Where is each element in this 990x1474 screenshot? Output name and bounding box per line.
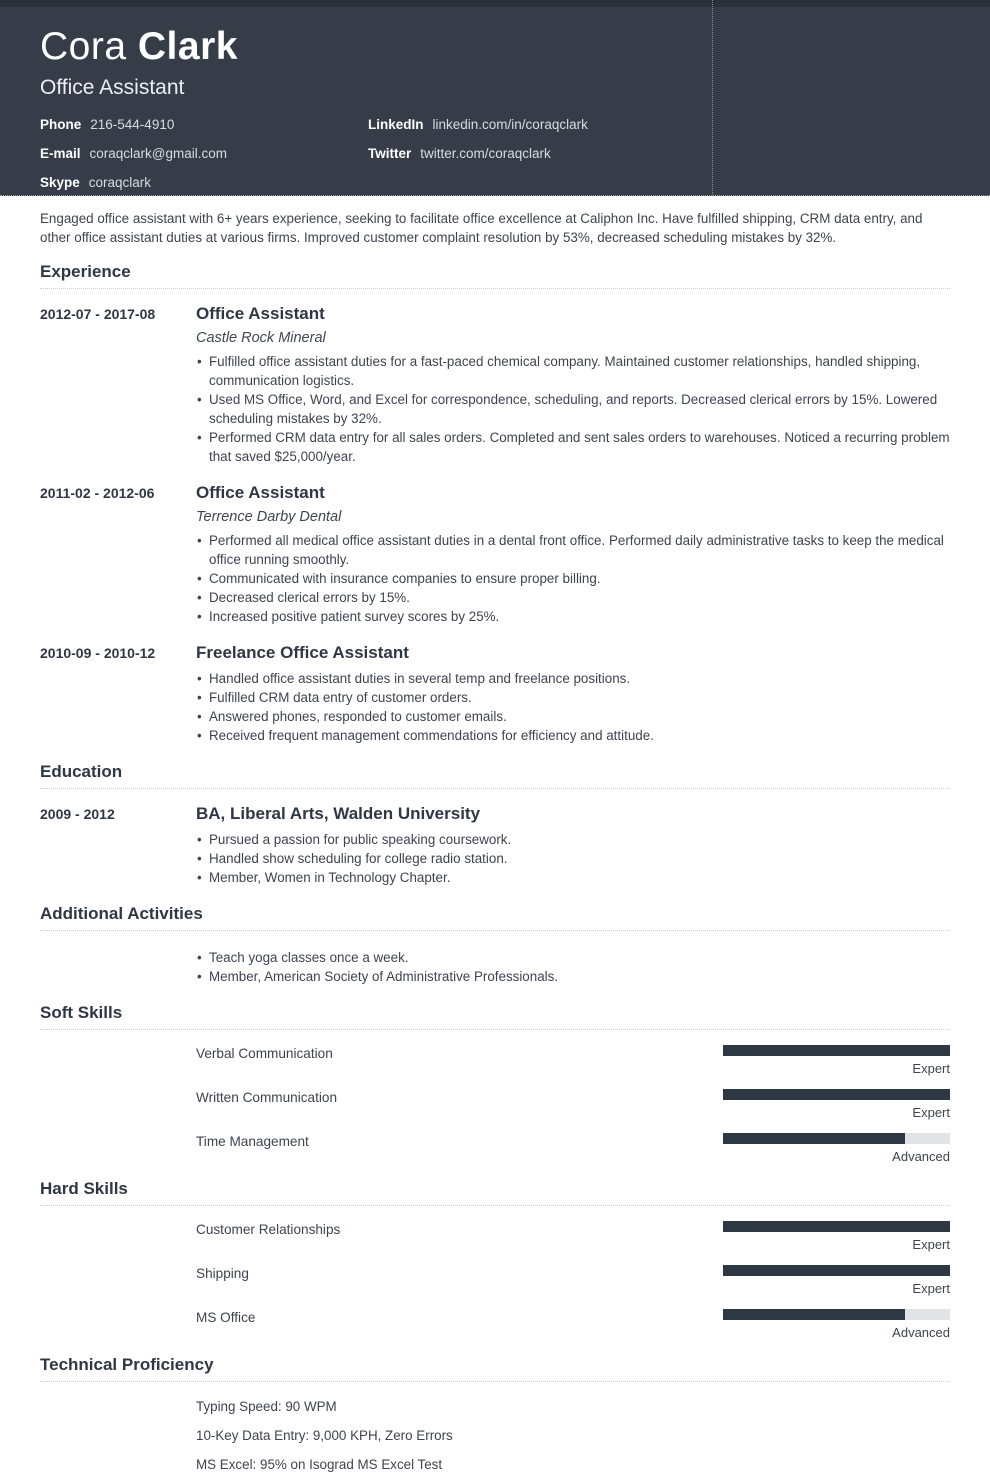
skype-label: Skype — [40, 175, 80, 190]
skill-bar-fill — [723, 1045, 950, 1056]
additional-activities-section-heading: Additional Activities — [40, 904, 950, 931]
email-label: E-mail — [40, 146, 81, 161]
contact-email — [40, 146, 368, 162]
job-bullet: • Communicated with insurance companies to ensure proper billing. — [196, 569, 950, 588]
job-bullet: • Increased positive patient survey scores by 25%. — [196, 607, 950, 626]
email-value[interactable]: coraqclark@gmail.com — [89, 146, 228, 161]
skill-level-label: Expert — [912, 1105, 950, 1120]
candidate-first-name: Cora — [40, 25, 127, 68]
contact-linkedin — [368, 117, 950, 133]
job-bullet: • Decreased clerical errors by 15%. — [196, 588, 950, 607]
additional-activities-entry — [40, 946, 950, 986]
skill-level-label: Expert — [912, 1061, 950, 1076]
skill-bar — [723, 1089, 950, 1120]
job-title: Office Assistant — [196, 304, 325, 323]
job-title: Freelance Office Assistant — [196, 643, 409, 662]
professional-summary: Engaged office assistant with 6+ years experience, seeking to facilitate office excellence at Caliphon Inc. Have fulfilled shipping, CRM data entry, and other office assistant duties at various firms. Improved customer complaint resolution by 53%, decreased scheduling mistakes by 32%. — [40, 211, 923, 245]
resume-body — [0, 209, 990, 1474]
education-degree: BA, Liberal Arts, Walden University — [196, 804, 481, 823]
contact-column-left — [40, 117, 368, 204]
skill-bar — [723, 1221, 950, 1252]
job-dates: 2010-09 - 2010-12 — [40, 645, 156, 661]
job-company: Terrence Darby Dental — [196, 509, 342, 525]
skill-bar-track — [723, 1133, 950, 1144]
soft-skill-row — [40, 1089, 950, 1120]
skill-bar-track — [723, 1309, 950, 1320]
soft-skill-row — [40, 1133, 950, 1164]
job-bullet: • Fulfilled office assistant duties for a fast-paced chemical company. Maintained customer relationships, handled shipping, communication logistics. — [196, 352, 950, 390]
technical-proficiency-item: MS Excel: 95% on Isograd MS Excel Test — [196, 1457, 443, 1472]
job-bullet: • Received frequent management commendations for efficiency and attitude. — [196, 726, 950, 745]
job-bullet-list — [196, 352, 950, 466]
job-bullet: • Used MS Office, Word, and Excel for correspondence, scheduling, and reports. Decreased clerical errors by 15%. Lowered scheduling mistakes by 32%. — [196, 390, 950, 428]
skill-bar-fill — [723, 1089, 950, 1100]
soft-skill-row — [40, 1045, 950, 1076]
linkedin-label: LinkedIn — [368, 117, 424, 132]
skill-level-label: Advanced — [892, 1149, 950, 1164]
job-bullet: • Performed CRM data entry for all sales orders. Completed and sent sales orders to warehouses. Noticed a recurring problem that saved $25,000/year. — [196, 428, 950, 466]
skill-name: Written Communication — [196, 1090, 338, 1105]
activity-bullet: • Teach yoga classes once a week. — [196, 948, 950, 967]
job-bullet: • Answered phones, responded to customer emails. — [196, 707, 950, 726]
education-bullet: • Pursued a passion for public speaking coursework. — [196, 830, 950, 849]
skill-bar — [723, 1133, 950, 1164]
skill-name: Customer Relationships — [196, 1222, 341, 1237]
job-title: Office Assistant — [196, 483, 325, 502]
job-bullet-list — [196, 669, 950, 745]
skill-bar-fill — [723, 1221, 950, 1232]
job-bullet: • Performed all medical office assistant duties in a dental front office. Performed daily administrative tasks to keep the medical office running smoothly. — [196, 531, 950, 569]
education-section-heading: Education — [40, 762, 950, 789]
skill-level-label: Advanced — [892, 1325, 950, 1340]
hard-skill-row — [40, 1265, 950, 1296]
candidate-name — [40, 0, 950, 66]
contact-skype — [40, 175, 368, 191]
phone-label: Phone — [40, 117, 82, 132]
contact-phone — [40, 117, 368, 133]
hard-skills-section-heading: Hard Skills — [40, 1179, 950, 1206]
skill-bar-fill — [723, 1133, 905, 1144]
education-bullet: • Member, Women in Technology Chapter. — [196, 868, 950, 887]
skill-bar — [723, 1045, 950, 1076]
hard-skill-row — [40, 1309, 950, 1340]
technical-proficiency-section-heading: Technical Proficiency — [40, 1355, 950, 1382]
skill-bar-track — [723, 1221, 950, 1232]
candidate-last-name: Clark — [137, 25, 238, 68]
contact-info — [40, 117, 950, 204]
job-bullet: • Handled office assistant duties in several temp and freelance positions. — [196, 669, 950, 688]
skill-name: Shipping — [196, 1266, 249, 1281]
skill-bar-track — [723, 1265, 950, 1276]
header-divider-line — [712, 0, 713, 195]
linkedin-value[interactable]: linkedin.com/in/coraqclark — [432, 117, 588, 132]
technical-proficiency-item: Typing Speed: 90 WPM — [196, 1399, 337, 1414]
soft-skills-section-heading: Soft Skills — [40, 1003, 950, 1030]
experience-entry — [40, 483, 950, 626]
skill-bar — [723, 1309, 950, 1340]
twitter-label: Twitter — [368, 146, 412, 161]
phone-value: 216-544-4910 — [90, 117, 175, 132]
skill-bar-fill — [723, 1265, 950, 1276]
job-dates: 2012-07 - 2017-08 — [40, 306, 156, 322]
experience-entry — [40, 643, 950, 745]
skill-bar — [723, 1265, 950, 1296]
job-dates: 2011-02 - 2012-06 — [40, 485, 155, 501]
twitter-value[interactable]: twitter.com/coraqclark — [420, 146, 551, 161]
skill-level-label: Expert — [912, 1281, 950, 1296]
skill-level-label: Expert — [912, 1237, 950, 1252]
education-bullet: • Handled show scheduling for college radio station. — [196, 849, 950, 868]
resume-header — [0, 0, 990, 196]
education-dates: 2009 - 2012 — [40, 806, 115, 822]
job-bullet: • Fulfilled CRM data entry of customer orders. — [196, 688, 950, 707]
job-company: Castle Rock Mineral — [196, 330, 326, 346]
skill-name: MS Office — [196, 1310, 256, 1325]
skill-bar-fill — [723, 1309, 905, 1320]
hard-skill-row — [40, 1221, 950, 1252]
additional-activities-bullet-list — [196, 948, 950, 986]
technical-proficiency-item: 10-Key Data Entry: 9,000 KPH, Zero Errors — [196, 1428, 453, 1443]
education-bullet-list — [196, 830, 950, 887]
skill-bar-track — [723, 1045, 950, 1056]
contact-twitter — [368, 146, 950, 162]
candidate-job-title: Office Assistant — [40, 76, 185, 99]
activity-bullet: • Member, American Society of Administrative Professionals. — [196, 967, 950, 986]
job-bullet-list — [196, 531, 950, 626]
skype-value: coraqclark — [88, 175, 152, 190]
skill-bar-track — [723, 1089, 950, 1100]
contact-column-right — [368, 117, 950, 204]
skill-name: Verbal Communication — [196, 1046, 333, 1061]
experience-section-heading: Experience — [40, 262, 950, 289]
experience-entry — [40, 304, 950, 466]
skill-name: Time Management — [196, 1134, 309, 1149]
education-entry — [40, 804, 950, 887]
